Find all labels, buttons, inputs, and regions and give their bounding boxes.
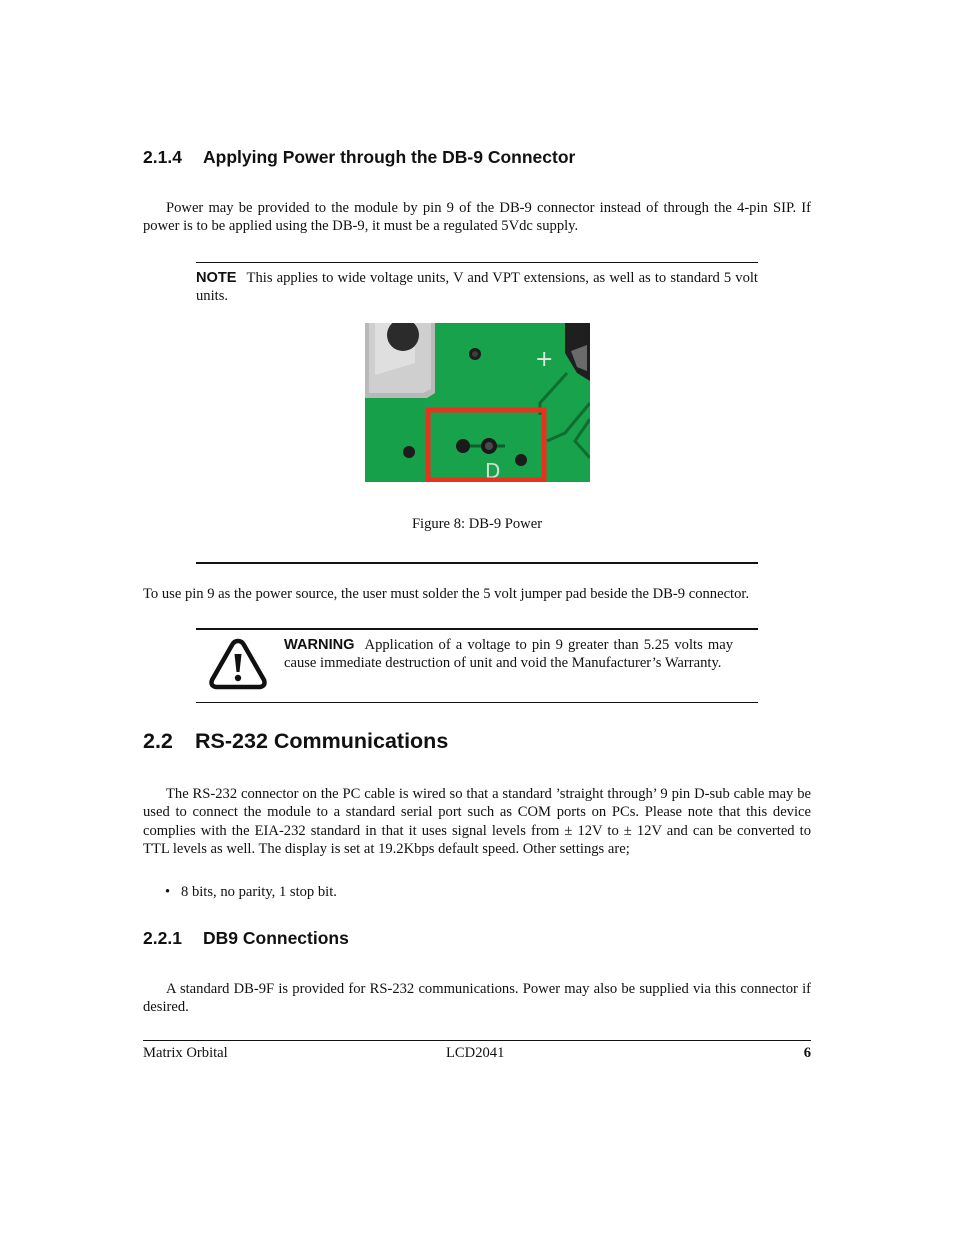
note-bottom-rule [196, 562, 758, 564]
bullet-icon: • [165, 884, 171, 900]
section-number: 2.2.1 [143, 928, 182, 948]
list-item-text: 8 bits, no parity, 1 stop bit. [181, 884, 337, 900]
note-text-block [196, 269, 758, 306]
footer-product: LCD2041 [446, 1045, 505, 1061]
list-item [165, 883, 337, 901]
warning-triangle-icon [208, 636, 268, 692]
section-title: Applying Power through the DB-9 Connector [203, 147, 576, 167]
section-title: DB9 Connections [203, 928, 349, 948]
bullet-list [165, 883, 337, 901]
footer-page-number: 6 [803, 1045, 811, 1061]
note-text: This applies to wide voltage units, V and VPT extensions, as well as to standard 5 volt units. [196, 270, 758, 305]
section-number: 2.1.4 [143, 147, 182, 167]
solder-note-paragraph: To use pin 9 as the power source, the user must solder the 5 volt jumper pad beside the DB-9 connector. [143, 586, 750, 602]
warning-text: Application of a voltage to pin 9 greater than 5.25 volts may cause immediate destruction of unit and void the Manufacturer’s Warranty. [284, 637, 733, 672]
warning-bottom-rule [196, 702, 758, 703]
section-heading-2-2 [143, 729, 448, 754]
warning-text-block [284, 636, 733, 673]
section-number: 2.2 [143, 729, 173, 753]
board-plus-mark: + [535, 347, 554, 372]
note-top-rule [196, 262, 758, 263]
warning-label: WARNING [284, 637, 355, 653]
footer-company: Matrix Orbital [143, 1045, 228, 1061]
footer-rule [143, 1040, 811, 1041]
power-intro-paragraph: Power may be provided to the module by pin 9 of the DB-9 connector instead of through the 4-pin SIP. If power is to be applied using the DB-9, it must be a regulated 5Vdc supply. [143, 200, 811, 235]
figure-caption: Figure 8: DB-9 Power [411, 516, 543, 532]
section-heading-2-2-1 [143, 928, 349, 949]
db9-power-figure [365, 323, 590, 482]
section-heading-2-1-4 [143, 147, 575, 168]
section-title: RS-232 Communications [195, 729, 449, 753]
board-pad-label: D [485, 459, 501, 482]
pcb-photo [365, 323, 590, 482]
note-label: NOTE [196, 270, 237, 286]
db9-intro-paragraph: A standard DB-9F is provided for RS-232 communications. Power may also be supplied via this connector if desired. [143, 981, 811, 1016]
warning-top-rule [196, 628, 758, 630]
rs232-intro-paragraph: The RS-232 connector on the PC cable is wired so that a standard ’straight through’ 9 pin D-sub cable may be used to connect the module to a standard serial port such as COM ports on PCs. Please note that this device complies with the EIA-232 standard in that it uses signal levels from ± 12V to ± 12V and can be converted to TTL levels as well. The display is set at 19.2Kbps default speed. Other settings are; [143, 786, 811, 858]
note-box [196, 269, 758, 306]
